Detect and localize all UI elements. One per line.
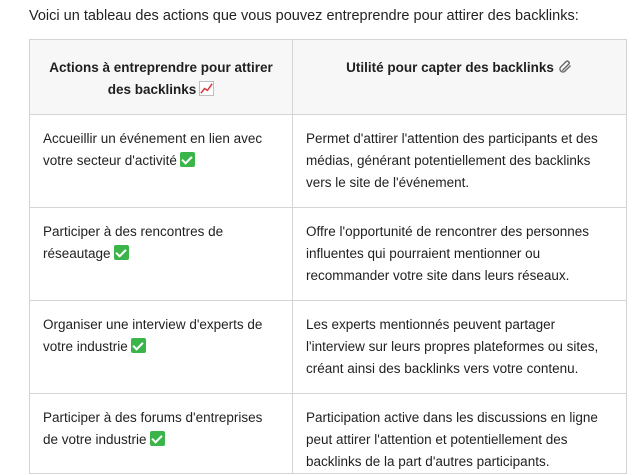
header-utility-label: Utilité pour capter des backlinks	[346, 60, 554, 75]
action-text: Participer à des rencontres de réseautage	[43, 224, 224, 261]
paperclip-icon	[558, 59, 573, 74]
action-text: Organiser une interview d'experts de votre industrie	[43, 317, 263, 354]
action-text: Accueillir un événement en lien avec votre secteur d'activité	[43, 131, 263, 168]
table-row	[30, 394, 627, 474]
chart-increasing-icon	[199, 81, 214, 96]
table-row	[30, 301, 627, 394]
table-row	[30, 208, 627, 301]
utility-cell: Les experts mentionnés peuvent partager l'interview sur leurs propres plateformes ou sites, créant ainsi des backlinks vers votre contenu.	[293, 301, 627, 394]
action-cell	[30, 115, 293, 208]
header-utility	[293, 40, 627, 115]
backlink-actions-table	[29, 39, 627, 474]
table-header-row	[30, 40, 627, 115]
header-actions	[30, 40, 293, 115]
utility-cell: Offre l'opportunité de rencontrer des personnes influentes qui pourraient mentionner ou recommander votre site dans leurs réseaux.	[293, 208, 627, 301]
action-cell	[30, 301, 293, 394]
check-mark-icon	[114, 245, 129, 260]
header-actions-label: Actions à entreprendre pour attirer des backlinks	[49, 60, 273, 97]
check-mark-icon	[131, 338, 146, 353]
table-row	[30, 115, 627, 208]
utility-cell: Participation active dans les discussions en ligne peut attirer l'attention et potentiellement des backlinks de la part d'autres participants.	[293, 394, 627, 474]
action-cell	[30, 394, 293, 474]
intro-text: Voici un tableau des actions que vous pouvez entreprendre pour attirer des backlinks:	[29, 8, 579, 24]
action-cell	[30, 208, 293, 301]
check-mark-icon	[180, 152, 195, 167]
action-text: Participer à des forums d'entreprises de votre industrie	[43, 410, 263, 447]
check-mark-icon	[150, 431, 165, 446]
utility-cell: Permet d'attirer l'attention des participants et des médias, générant potentiellement des backlinks vers le site de l'événement.	[293, 115, 627, 208]
